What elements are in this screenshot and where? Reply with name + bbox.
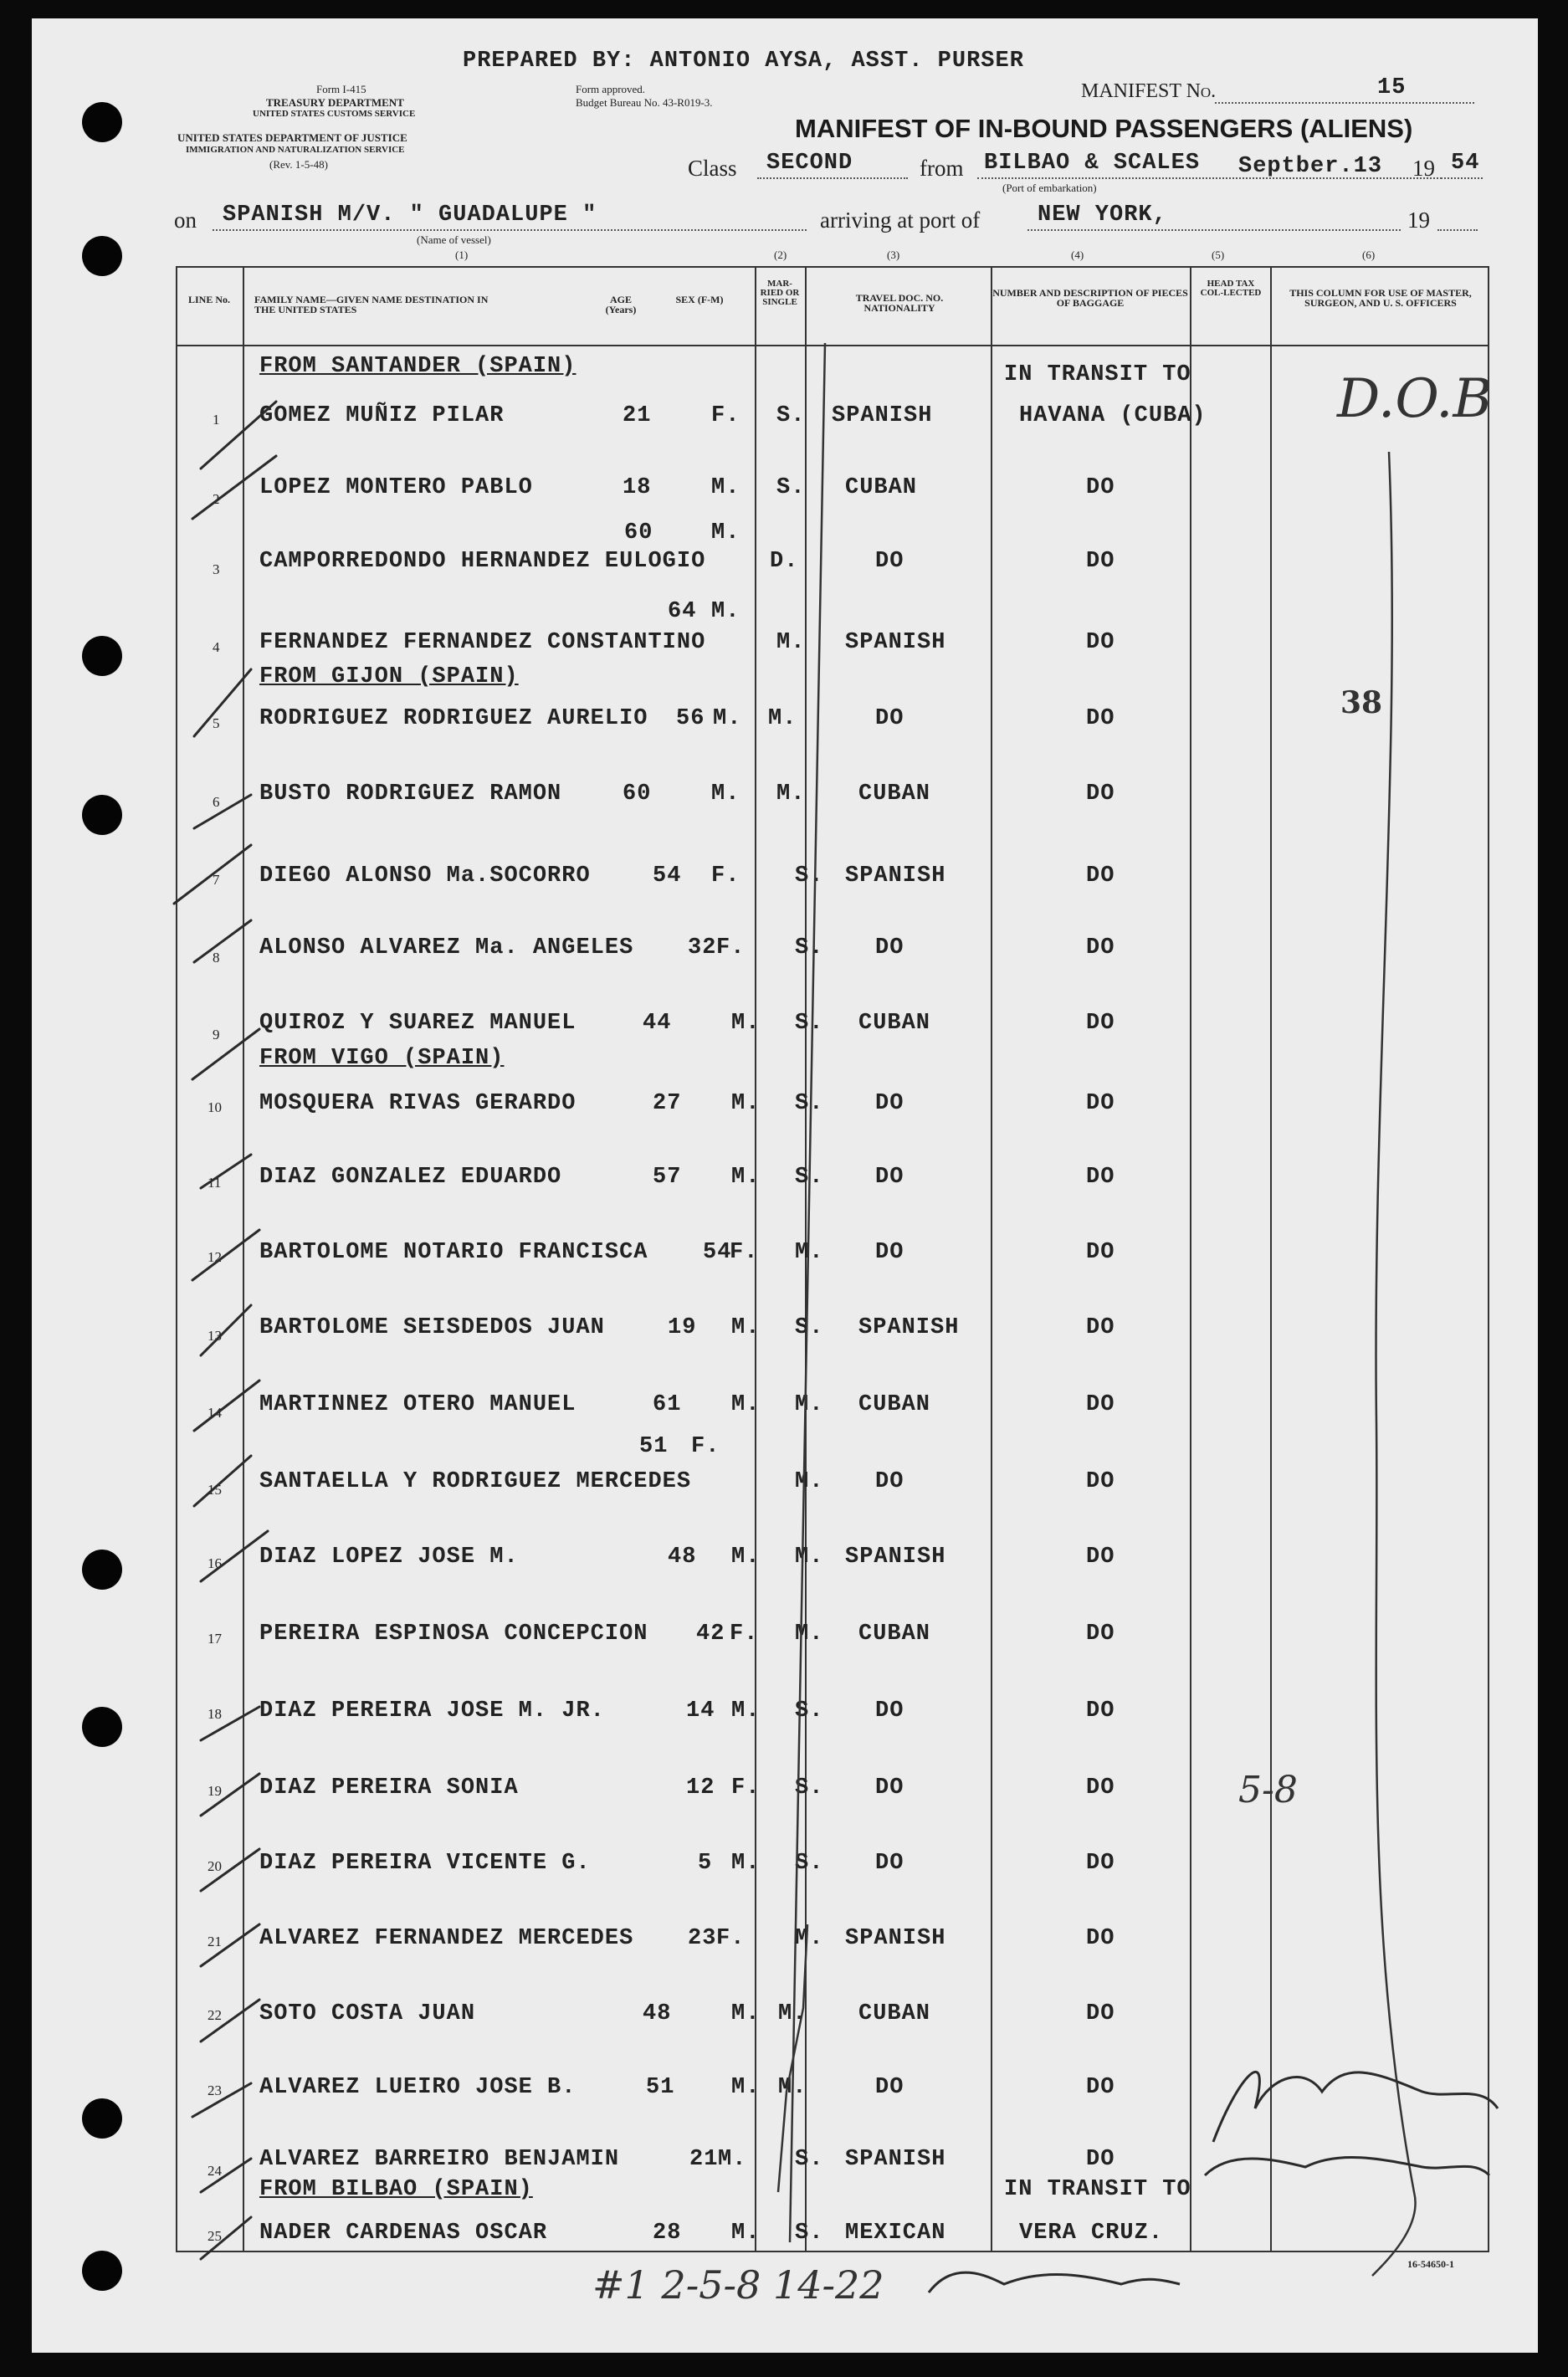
- nationality: DO: [875, 1091, 904, 1116]
- form-number: Form I-415: [316, 83, 366, 95]
- baggage: DO: [1086, 1926, 1115, 1951]
- hdr-married: MAR-RIED OR SINGLE: [760, 279, 800, 307]
- passenger-name: ALVAREZ BARREIRO BENJAMIN: [259, 2147, 620, 2172]
- marital-status: M.: [776, 630, 806, 655]
- passenger-sex: F.: [716, 1926, 746, 1951]
- marital-status: M.: [795, 1926, 824, 1951]
- passenger-name: RODRIGUEZ RODRIGUEZ AURELIO: [259, 706, 648, 731]
- line-number: 13: [208, 1328, 222, 1344]
- col-number: (1): [455, 248, 469, 261]
- passenger-sex: M.: [731, 1315, 761, 1340]
- line-number: 18: [208, 1706, 222, 1722]
- passenger-sex: F.: [711, 403, 740, 428]
- year-prefix: 19: [1412, 156, 1435, 181]
- bottom-handwritten-note: #1 2-5-8 14-22: [592, 2262, 884, 2308]
- section-header: FROM VIGO (SPAIN): [259, 1046, 505, 1071]
- passenger-age: 56: [676, 706, 705, 731]
- transit-note: IN TRANSIT TO: [1004, 2177, 1191, 2202]
- baggage: DO: [1086, 549, 1115, 574]
- margin-line: [1372, 452, 1416, 2276]
- passenger-sex: M.: [711, 781, 740, 807]
- passenger-age: 42: [696, 1621, 725, 1647]
- passenger-name: NADER CARDENAS OSCAR: [259, 2221, 548, 2246]
- baggage: DO: [1086, 935, 1115, 961]
- passenger-sex: M.: [731, 2075, 761, 2100]
- baggage: DO: [1086, 2075, 1115, 2100]
- passenger-name: FERNANDEZ FERNANDEZ CONSTANTINO: [259, 630, 706, 655]
- passenger-sex: M.: [731, 1011, 761, 1036]
- baggage: DO: [1086, 1091, 1115, 1116]
- nationality: DO: [875, 549, 904, 574]
- from-port: BILBAO & SCALES: [984, 151, 1201, 176]
- line-number: 17: [208, 1631, 222, 1647]
- passenger-age: 48: [643, 2001, 672, 2026]
- passenger-sex: M.: [731, 1091, 761, 1116]
- passenger-name: GOMEZ MUÑIZ PILAR: [259, 403, 505, 428]
- nationality: SPANISH: [845, 1545, 946, 1570]
- baggage: HAVANA (CUBA): [1019, 403, 1207, 428]
- passenger-name: PEREIRA ESPINOSA CONCEPCION: [259, 1621, 648, 1647]
- passenger-name: LOPEZ MONTERO PABLO: [259, 475, 533, 500]
- passenger-age: 18: [623, 475, 652, 500]
- marital-status: S.: [795, 863, 824, 889]
- class-label: Class: [688, 156, 737, 181]
- baggage: DO: [1086, 1011, 1115, 1036]
- dept-justice: UNITED STATES DEPARTMENT OF JUSTICE: [177, 131, 407, 144]
- marital-status: S.: [795, 1011, 824, 1036]
- year-value: 54: [1451, 151, 1480, 176]
- line-number: 23: [208, 2082, 222, 2098]
- passenger-sex: F.: [730, 1621, 759, 1647]
- passenger-sex: M.: [731, 1851, 761, 1876]
- nationality: SPANISH: [845, 863, 946, 889]
- marital-status: M.: [768, 706, 797, 731]
- passenger-sex: M.: [731, 2221, 761, 2246]
- passenger-name: ALVAREZ FERNANDEZ MERCEDES: [259, 1926, 634, 1951]
- passenger-name: MOSQUERA RIVAS GERARDO: [259, 1091, 576, 1116]
- nationality: DO: [875, 1851, 904, 1876]
- dept-treasury: TREASURY DEPARTMENT: [266, 96, 404, 109]
- passenger-age: 61: [653, 1392, 682, 1417]
- line-number: 19: [208, 1783, 222, 1799]
- nationality: DO: [875, 935, 904, 961]
- passenger-name: MARTINNEZ OTERO MANUEL: [259, 1392, 576, 1417]
- passenger-sex: F.: [711, 863, 740, 889]
- nationality: CUBAN: [858, 1392, 931, 1417]
- nationality: DO: [875, 1775, 904, 1801]
- nationality: CUBAN: [858, 2001, 931, 2026]
- passenger-name: DIAZ GONZALEZ EDUARDO: [259, 1165, 562, 1190]
- form-approved: Form approved.: [576, 83, 646, 95]
- passenger-name: CAMPORREDONDO HERNANDEZ EULOGIO: [259, 549, 706, 574]
- footer-code: 16-54650-1: [1407, 2258, 1454, 2270]
- passenger-sex: F.: [731, 1775, 761, 1801]
- passenger-name: BARTOLOME NOTARIO FRANCISCA: [259, 1240, 648, 1265]
- marital-status: M.: [778, 2001, 807, 2026]
- on-label: on: [174, 207, 197, 233]
- nationality: SPANISH: [832, 403, 933, 428]
- marital-status: S.: [795, 2221, 824, 2246]
- passenger-age: 5: [698, 1851, 713, 1876]
- passenger-age: 51: [639, 1434, 669, 1459]
- passenger-name: BUSTO RODRIGUEZ RAMON: [259, 781, 562, 807]
- baggage: DO: [1086, 1469, 1115, 1494]
- passenger-sex: M.: [718, 2147, 747, 2172]
- passenger-age: 51: [646, 2075, 675, 2100]
- baggage: VERA CRUZ.: [1019, 2221, 1164, 2246]
- baggage: DO: [1086, 1621, 1115, 1647]
- dob-annotation: D.O.B: [1337, 368, 1493, 430]
- nationality: SPANISH: [845, 1926, 946, 1951]
- passenger-name: ALVAREZ LUEIRO JOSE B.: [259, 2075, 576, 2100]
- nationality: DO: [875, 1469, 904, 1494]
- hdr-sex: SEX (F-M): [675, 294, 724, 305]
- budget-bureau: Budget Bureau No. 43-R019-3.: [576, 96, 713, 109]
- marital-status: D.: [770, 549, 799, 574]
- passenger-sex: M.: [731, 2001, 761, 2026]
- passenger-sex: M.: [711, 520, 740, 546]
- col-number: (5): [1212, 248, 1225, 261]
- transit-note: IN TRANSIT TO: [1004, 362, 1191, 387]
- passenger-sex: F.: [691, 1434, 720, 1459]
- vessel-name: SPANISH M/V. " GUADALUPE ": [223, 202, 597, 228]
- nationality: MEXICAN: [845, 2221, 946, 2246]
- passenger-name: SOTO COSTA JUAN: [259, 2001, 476, 2026]
- passenger-age: 64: [668, 599, 697, 624]
- married-column-slashes: [778, 343, 825, 2242]
- passenger-name: DIAZ LOPEZ JOSE M.: [259, 1545, 519, 1570]
- passenger-age: 44: [643, 1011, 672, 1036]
- hdr-name: FAMILY NAME—GIVEN NAME DESTINATION IN THE UNITED STATES: [254, 294, 489, 315]
- passenger-sex: M.: [731, 1698, 761, 1724]
- hdr-baggage: NUMBER AND DESCRIPTION OF PIECES OF BAGGAGE: [992, 287, 1188, 309]
- manifest-number: 15: [1377, 75, 1407, 100]
- passenger-name: SANTAELLA Y RODRIGUEZ MERCEDES: [259, 1469, 692, 1494]
- col-number: (3): [887, 248, 900, 261]
- line-number: 24: [208, 2163, 222, 2179]
- baggage: DO: [1086, 1698, 1115, 1724]
- passenger-sex: M.: [711, 475, 740, 500]
- nationality: DO: [875, 2075, 904, 2100]
- baggage: DO: [1086, 1545, 1115, 1570]
- manifest-label: MANIFEST No.: [1081, 80, 1217, 102]
- inspector-signature: [1213, 2072, 1498, 2142]
- embark-date: Septber.13: [1238, 154, 1383, 179]
- marital-status: S.: [795, 1091, 824, 1116]
- class-value: SECOND: [766, 151, 853, 176]
- line-number: 25: [208, 2228, 222, 2244]
- nationality: DO: [875, 706, 904, 731]
- manifest-title: MANIFEST OF IN-BOUND PASSENGERS (ALIENS): [795, 114, 1413, 143]
- line-number: 4: [213, 639, 220, 655]
- passenger-sex: M.: [731, 1545, 761, 1570]
- line-number: 9: [213, 1027, 220, 1042]
- revision: (Rev. 1-5-48): [269, 158, 328, 171]
- nationality: SPANISH: [845, 630, 946, 655]
- baggage: DO: [1086, 2001, 1115, 2026]
- passenger-age: 21: [689, 2147, 719, 2172]
- marital-status: S.: [776, 475, 806, 500]
- line-number: 11: [208, 1175, 222, 1191]
- baggage: DO: [1086, 1240, 1115, 1265]
- baggage: DO: [1086, 2147, 1115, 2172]
- vessel-caption: (Name of vessel): [417, 233, 491, 246]
- marital-status: M.: [795, 1240, 824, 1265]
- inspector-signature-2: [1205, 2157, 1489, 2175]
- passenger-age: 19: [668, 1315, 697, 1340]
- note-38: 38: [1340, 685, 1383, 720]
- port-caption: (Port of embarkation): [1002, 182, 1097, 194]
- col-number: (6): [1362, 248, 1376, 261]
- arrival-port: NEW YORK,: [1038, 202, 1167, 228]
- line-number: 6: [213, 794, 220, 810]
- passenger-age: 27: [653, 1091, 682, 1116]
- baggage: DO: [1086, 781, 1115, 807]
- passenger-age: 23: [688, 1926, 717, 1951]
- hdr-line-no: LINE No.: [187, 294, 230, 305]
- passenger-name: BARTOLOME SEISDEDOS JUAN: [259, 1315, 605, 1340]
- passenger-name: DIAZ PEREIRA JOSE M. JR.: [259, 1698, 605, 1724]
- marital-status: M.: [795, 1469, 824, 1494]
- baggage: DO: [1086, 1315, 1115, 1340]
- from-label: from: [920, 156, 964, 181]
- passenger-age: 57: [653, 1165, 682, 1190]
- dept-customs: UNITED STATES CUSTOMS SERVICE: [253, 109, 416, 119]
- marital-status: M.: [795, 1621, 824, 1647]
- nationality: CUBAN: [845, 475, 918, 500]
- passenger-age: 54: [653, 863, 682, 889]
- line-number: 14: [208, 1405, 222, 1421]
- line-number: 8: [213, 950, 220, 966]
- prepared-by: PREPARED BY: ANTONIO AYSA, ASST. PURSER: [463, 49, 1024, 74]
- line-number: 5: [213, 715, 220, 731]
- baggage: DO: [1086, 706, 1115, 731]
- passenger-sex: M.: [711, 599, 740, 624]
- line-number: 3: [213, 561, 220, 577]
- passenger-name: DIEGO ALONSO Ma.SOCORRO: [259, 863, 591, 889]
- line-number: 7: [213, 872, 220, 888]
- hdr-officers: THIS COLUMN FOR USE OF MASTER, SURGEON, AND U. S. OFFICERS: [1289, 287, 1472, 309]
- dept-immigration: IMMIGRATION AND NATURALIZATION SERVICE: [186, 145, 405, 155]
- line-number: 10: [208, 1099, 222, 1115]
- passenger-age: 28: [653, 2221, 682, 2246]
- arriving-label: arriving at port of: [820, 207, 981, 233]
- line-number: 20: [208, 1858, 222, 1874]
- passenger-name: DIAZ PEREIRA VICENTE G.: [259, 1851, 591, 1876]
- marital-status: M.: [795, 1392, 824, 1417]
- line-number: 15: [208, 1482, 222, 1498]
- passenger-sex: M.: [713, 706, 742, 731]
- passenger-sex: F.: [716, 935, 746, 961]
- col-number: (4): [1071, 248, 1084, 261]
- hdr-age: AGE (Years): [605, 294, 637, 315]
- passenger-name: DIAZ PEREIRA SONIA: [259, 1775, 519, 1801]
- check-marks: [174, 402, 276, 2259]
- marital-status: M.: [778, 2075, 807, 2100]
- passenger-age: 48: [668, 1545, 697, 1570]
- line-number: 2: [213, 491, 220, 507]
- bottom-signature: [929, 2272, 1180, 2292]
- passenger-sex: M.: [731, 1165, 761, 1190]
- marital-status: S.: [795, 1165, 824, 1190]
- passenger-name: ALONSO ALVAREZ Ma. ANGELES: [259, 935, 634, 961]
- nationality: DO: [875, 1240, 904, 1265]
- marital-status: S.: [776, 403, 806, 428]
- nationality: SPANISH: [845, 2147, 946, 2172]
- nationality: SPANISH: [858, 1315, 960, 1340]
- marital-status: M.: [776, 781, 806, 807]
- line-number: 12: [208, 1249, 222, 1265]
- marital-status: S.: [795, 1851, 824, 1876]
- marital-status: S.: [795, 935, 824, 961]
- passenger-age: 21: [623, 403, 652, 428]
- passenger-age: 60: [624, 520, 653, 546]
- hdr-head-tax: HEAD TAX COL-LECTED: [1200, 279, 1262, 298]
- nationality: CUBAN: [858, 781, 931, 807]
- baggage: DO: [1086, 475, 1115, 500]
- passenger-age: 12: [686, 1775, 715, 1801]
- section-header: FROM GIJON (SPAIN): [259, 664, 519, 689]
- section-header: FROM SANTANDER (SPAIN): [259, 354, 576, 379]
- passenger-age: 54: [703, 1240, 732, 1265]
- baggage: DO: [1086, 1165, 1115, 1190]
- passenger-sex: M.: [731, 1392, 761, 1417]
- nationality: CUBAN: [858, 1621, 931, 1647]
- col-number: (2): [774, 248, 787, 261]
- year2-label: 19: [1407, 207, 1430, 233]
- line-number: 22: [208, 2007, 222, 2023]
- passenger-age: 14: [686, 1698, 715, 1724]
- marital-status: S.: [795, 2147, 824, 2172]
- baggage: DO: [1086, 1775, 1115, 1801]
- baggage: DO: [1086, 1851, 1115, 1876]
- line-number: 1: [213, 412, 220, 428]
- baggage: DO: [1086, 1392, 1115, 1417]
- nationality: CUBAN: [858, 1011, 931, 1036]
- baggage: DO: [1086, 630, 1115, 655]
- marital-status: S.: [795, 1315, 824, 1340]
- baggage: DO: [1086, 863, 1115, 889]
- section-header: FROM BILBAO (SPAIN): [259, 2177, 533, 2202]
- passenger-age: 32: [688, 935, 717, 961]
- line-number: 16: [208, 1555, 222, 1571]
- marital-status: S.: [795, 1698, 824, 1724]
- line-number: 21: [208, 1934, 222, 1949]
- marital-status: M.: [795, 1545, 824, 1570]
- passenger-age: 60: [623, 781, 652, 807]
- note-58: 5-8: [1238, 1769, 1298, 1811]
- passenger-sex: F.: [730, 1240, 759, 1265]
- passenger-name: QUIROZ Y SUAREZ MANUEL: [259, 1011, 576, 1036]
- hdr-travel-doc: TRAVEL DOC. NO. NATIONALITY: [855, 292, 944, 314]
- nationality: DO: [875, 1165, 904, 1190]
- marital-status: S.: [795, 1775, 824, 1801]
- nationality: DO: [875, 1698, 904, 1724]
